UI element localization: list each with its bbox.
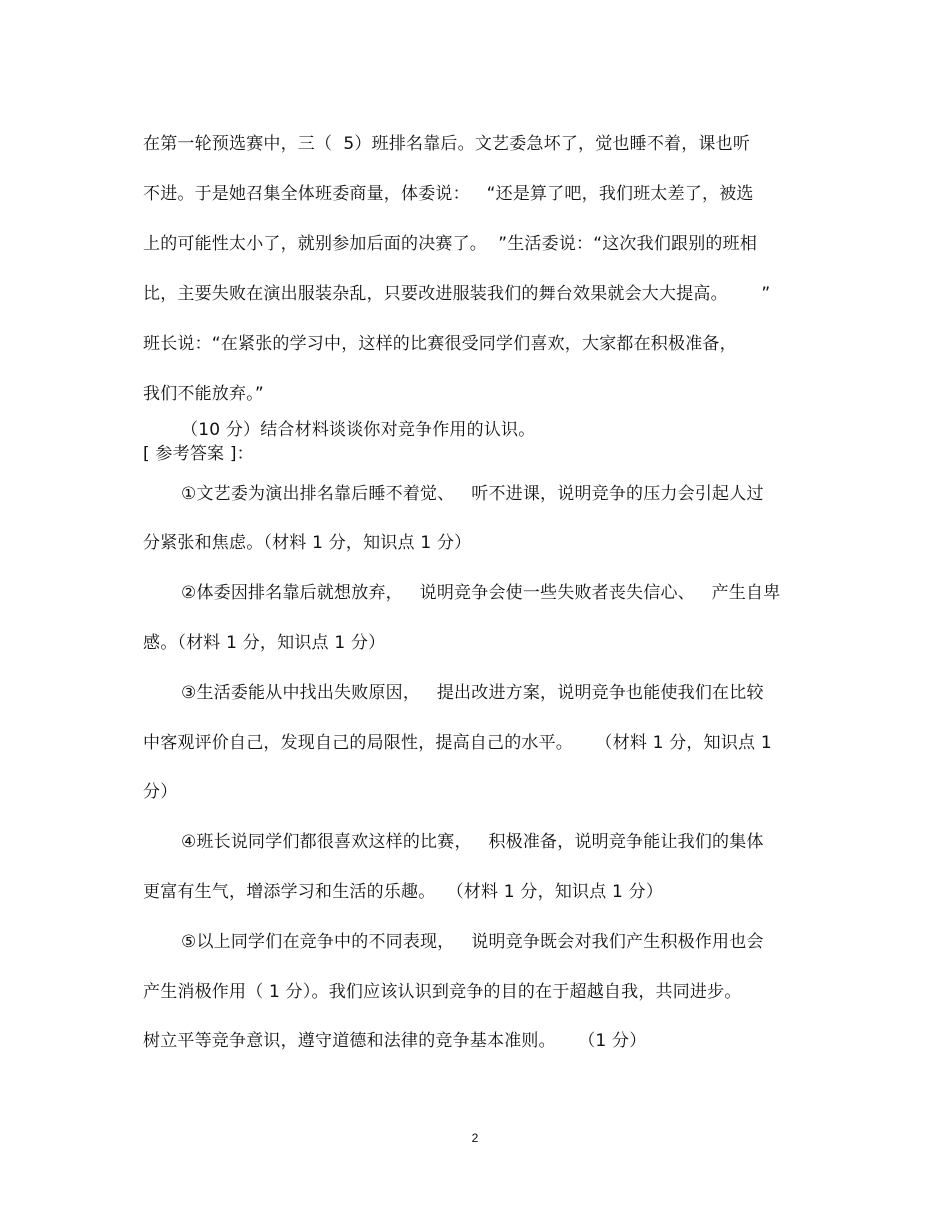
page-number: 2: [471, 1131, 479, 1145]
answer-line-5: ③生活委能从中找出失败原因， 提出改进方案，说明竞争也能使我们在比较: [181, 683, 764, 703]
material-line-5: 班长说：“在紧张的学习中，这样的比赛很受同学们喜欢，大家都在积极准备，: [143, 334, 737, 354]
answer-line-1: ①文艺委为演出排名靠后睡不着觉、 听不进课，说明竞争的压力会引起人过: [181, 484, 764, 504]
material-line-6: 我们不能放弃。”: [143, 384, 264, 404]
answer-line-10: ⑤以上同学们在竞争中的不同表现， 说明竞争既会对我们产生积极作用也会: [181, 932, 764, 952]
answer-line-9: 更富有生气，增添学习和生活的乐趣。 （材料 1 分，知识点 1 分）: [143, 882, 664, 902]
answer-line-7: 分）: [143, 782, 178, 802]
material-line-3: 上的可能性太小了，就别参加后面的决赛了。 ”生活委说：“这次我们跟别的班相: [143, 234, 758, 254]
answer-line-3: ②体委因排名靠后就想放弃， 说明竞争会使一些失败者丧失信心、 产生自卑: [181, 583, 781, 603]
material-line-2: 不进。于是她召集全体班委商量，体委说： “还是算了吧，我们班太差了，被选: [143, 184, 754, 204]
question-text: （10 分）结合材料谈谈你对竞争作用的认识。: [181, 420, 536, 440]
material-line-4: 比，主要失败在演出服装杂乱，只要改进服装我们的舞台效果就会大大提高。 ”: [143, 284, 771, 304]
answer-line-2: 分紧张和焦虑。（材料 1 分，知识点 1 分）: [143, 533, 472, 553]
answer-line-8: ④班长说同学们都很喜欢这样的比赛， 积极准备，说明竞争能让我们的集体: [181, 832, 764, 852]
answer-line-11: 产生消极作用（ 1 分）。我们应该认识到竞争的目的在于超越自我，共同进步。: [143, 982, 742, 1002]
answer-line-12: 树立平等竞争意识，遵守道德和法律的竞争基本准则。 （1 分）: [143, 1031, 647, 1051]
answer-line-4: 感。（材料 1 分，知识点 1 分）: [143, 633, 386, 653]
answer-label: [ 参考答案 ]：: [143, 444, 254, 464]
material-line-1: 在第一轮预选赛中，三（ 5）班排名靠后。文艺委急坏了，觉也睡不着，课也听: [143, 134, 751, 154]
answer-line-6: 中客观评价自己，发现自己的局限性，提高自己的水平。 （材料 1 分，知识点 1: [143, 733, 772, 753]
